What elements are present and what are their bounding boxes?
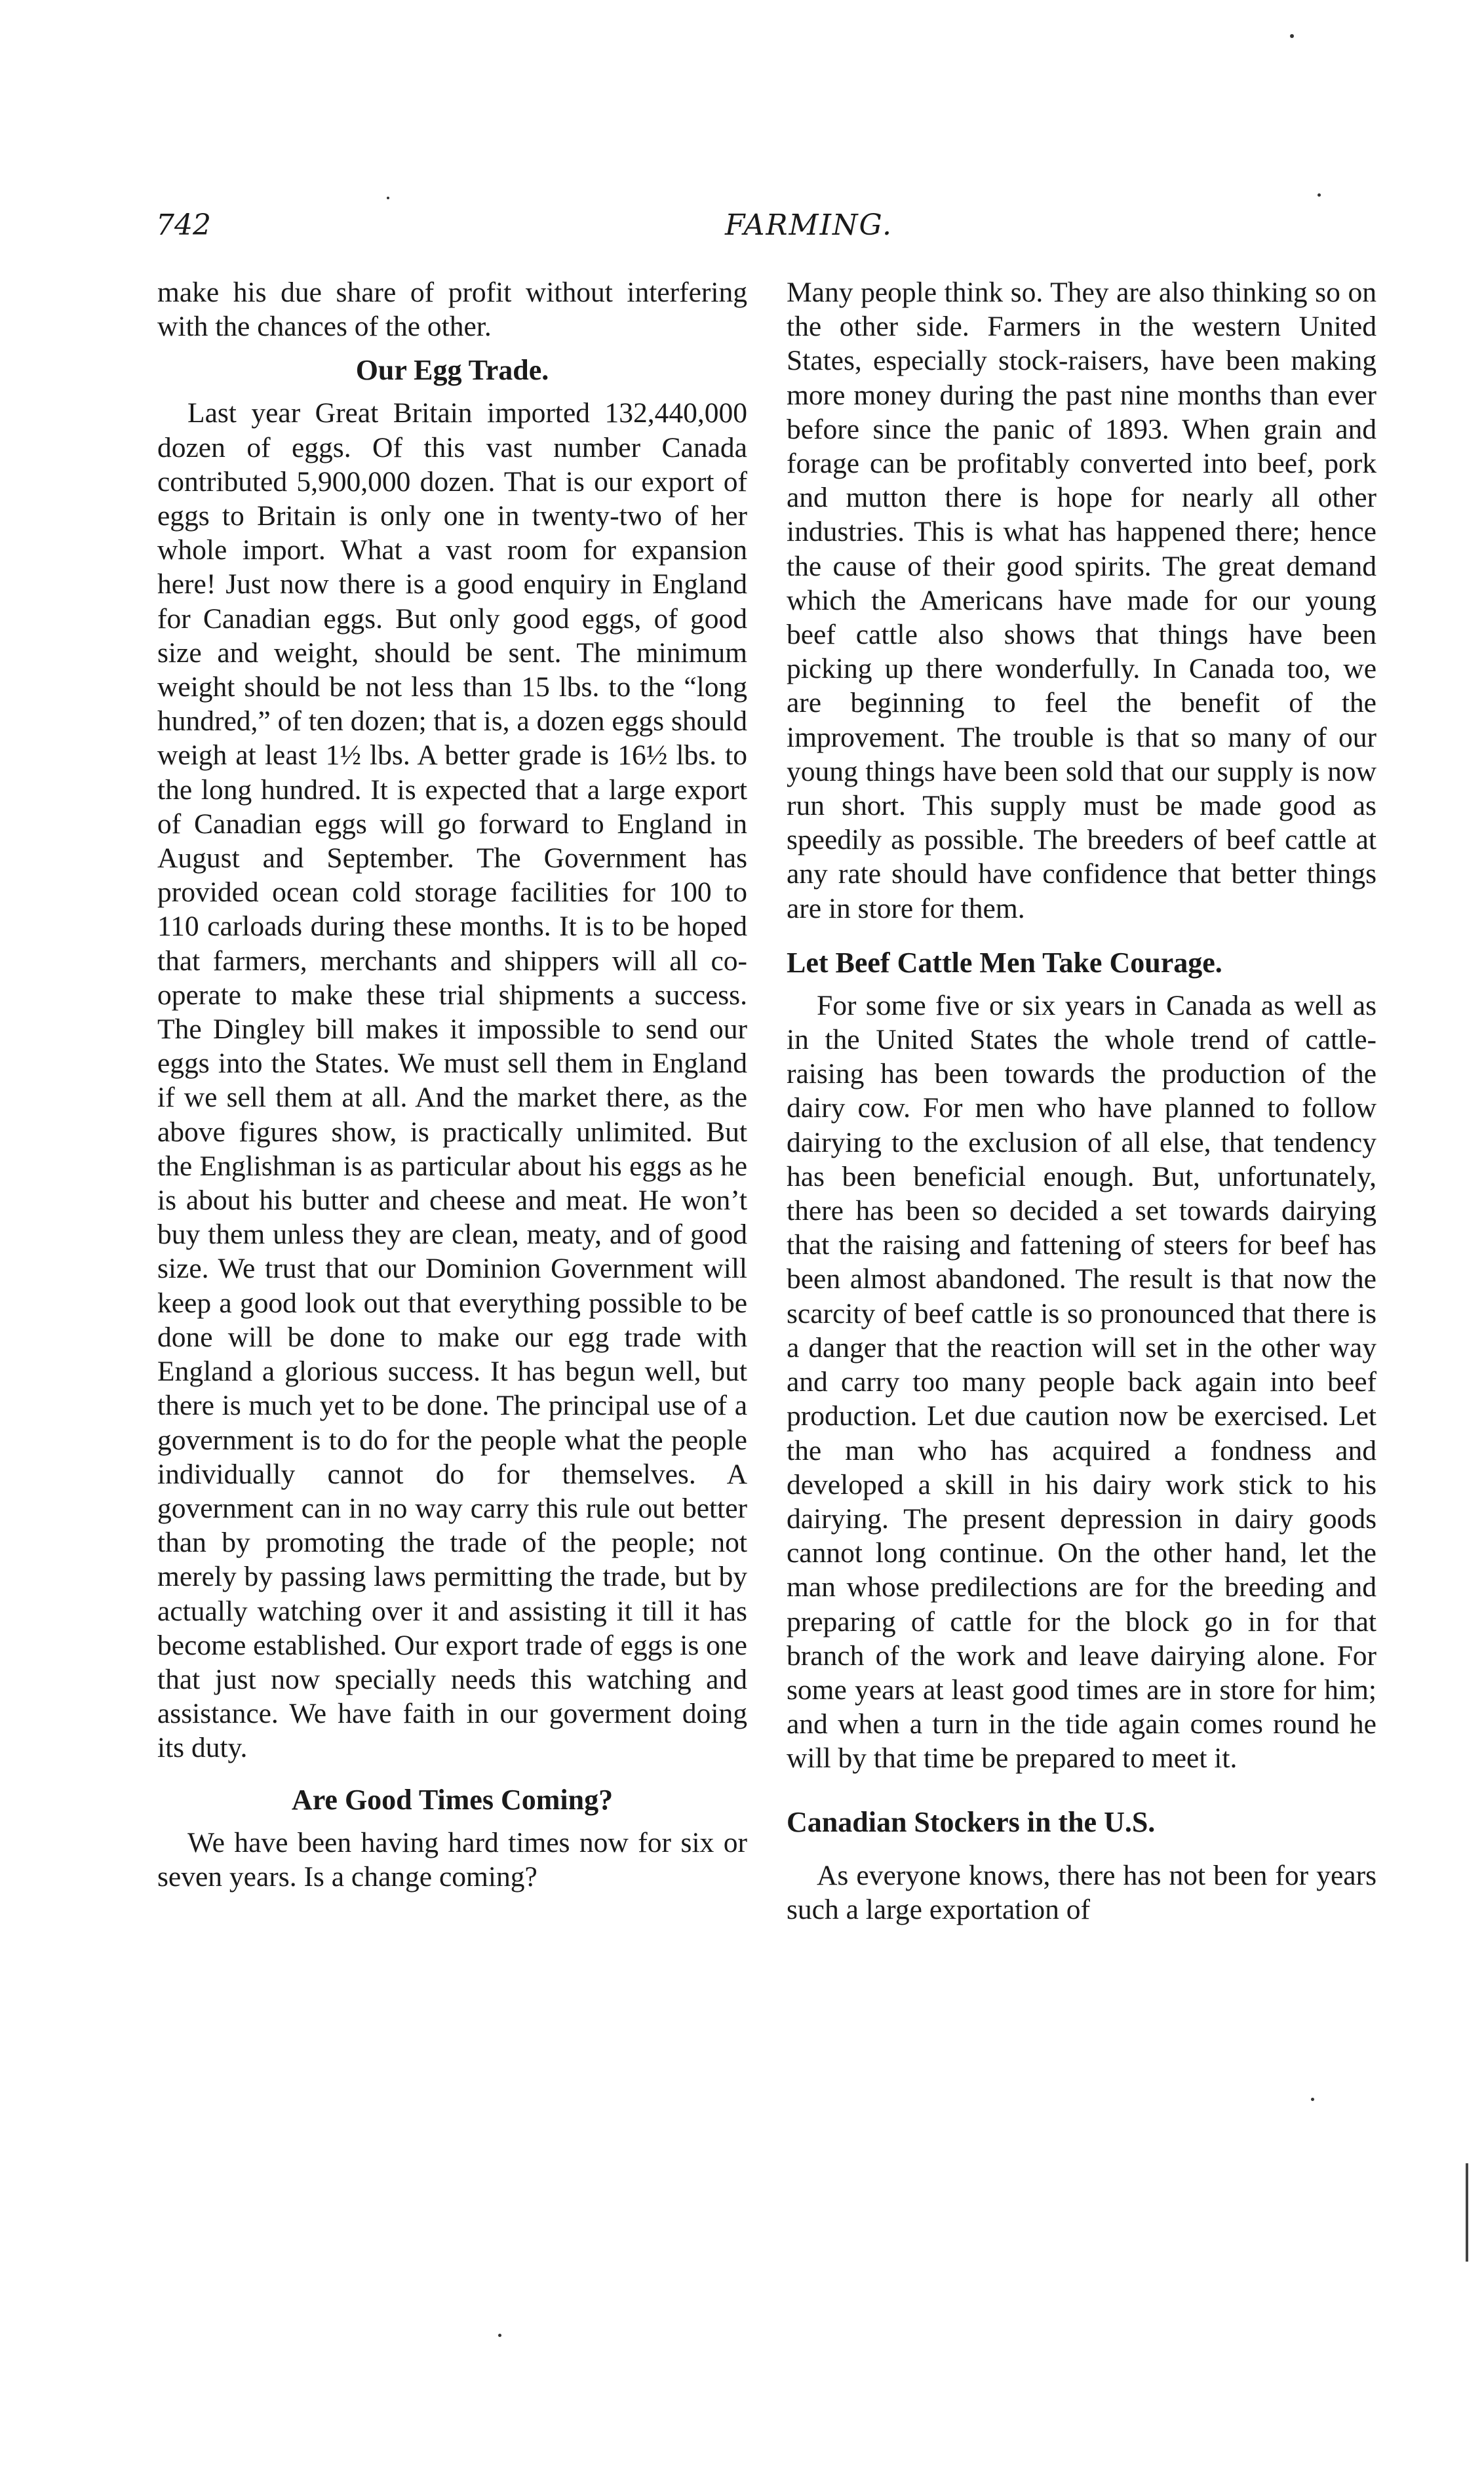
- running-head: [156, 208, 1383, 248]
- beef-cattle-heading: Let Beef Cattle Men Take Courage.: [787, 946, 1222, 979]
- egg-trade-heading: Our Egg Trade.: [355, 354, 549, 387]
- beef-cattle-paragraph: For some five or six years in Canada as well as in the United States the whole trend of cattle-raising has been towards the production of the dairy cow. For men who have planned to follow dairying to the exclusion of all else, that tendency has been beneficial enough. But, unfortunately, there has been so decided a set towards dairying that the raising and fattening of steers for beef has been almost abandoned. The result is that now the scarcity of beef cattle is so pronounced that there is a danger that the reaction will set in the other way and carry too many people back again into beef production. Let due caution now be exercised. Let the man who has acquired a fondness and developed a skill in his dairy work stick to his dairying. The present depression in dairy goods cannot long continue. On the other hand, let the man whose predilections are for the breeding and preparing of cattle for the block go in for that branch of the work and leave dairying alone. For some years at least good times are in store for him; and when a turn in the tide again comes round he will by that time be prepared to meet it.: [787, 989, 1377, 1775]
- good-times-paragraph: We have been having hard times now for six or seven years. Is a change coming?: [157, 1826, 747, 1893]
- left-column: [157, 275, 747, 1894]
- print-speck: [1311, 2098, 1314, 2101]
- egg-trade-paragraph: Last year Great Britain imported 132,440,000 dozen of eggs. Of this vast number Canada contributed 5,900,000 dozen. That is our export of eggs to Britain is only one in twenty-two of her whole import. What a vast room for expansion here! Just now there is a good enquiry in England for Canadian eggs. But only good eggs, of good size and weight, should be sent. The minimum weight should be not less than 15 lbs. to the “long hundred,” of ten dozen; that is, a dozen eggs should weigh at least 1½ lbs. A better grade is 16½ lbs. to the long hundred. It is expected that a large export of Canadian eggs will go forward to England in August and September. The Government has provided ocean cold storage facilities for 100 to 110 carloads during these months. It is to be hoped that farmers, merchants and shippers will all co-operate to make these trial shipments a success. The Dingley bill makes it impossible to send our eggs into the States. We must sell them in England if we sell them at all. And the market there, as the above figures show, is practically unlimited. But the Englishman is as particular about his eggs as he is about his butter and cheese and meat. He won’t buy them unless they are clean, meaty, and of good size. We trust that our Dominion Government will keep a good look out that everything possible to be done will be done to make our egg trade with England a glorious success. It has begun well, but there is much yet to be done. The principal use of a government is to do for the people what the people individually cannot do for themselves. A government can in no way carry this rule out better than by promoting the trade of the people; not merely by passing laws permitting the trade, but by actually watching over it and assisting it till it has become established. Our export trade of eggs is one that just now specially needs this watching and assistance. We have faith in our goverment doing its duty.: [157, 397, 747, 1764]
- good-times-continued-paragraph: Many people think so. They are also thinking so on the other side. Farmers in the western United States, especially stock-raisers, have been making more money during the past nine months than ever before since the panic of 1893. When grain and forage can be profitably converted into beef, pork and mutton there is hope for nearly all other industries. This is what has happened there; hence the cause of their good spirits. The great demand which the Americans have made for our young beef cattle also shows that things have been picking up there wonderfully. In Canada too, we are beginning to feel the benefit of the improvement. The trouble is that so many of our young things have been sold that our supply is now run short. This supply must be made good as speedily as possible. The breeders of beef cattle at any rate should have confidence that better things are in store for them.: [787, 277, 1377, 924]
- print-speck: [1318, 193, 1321, 197]
- margin-mark: [1466, 2163, 1468, 2262]
- continued-paragraph: make his due share of profit without interfering with the chances of the other.: [157, 277, 747, 343]
- print-speck: [498, 2334, 501, 2337]
- print-speck: [387, 197, 389, 199]
- stockers-heading: Canadian Stockers in the U.S.: [787, 1805, 1156, 1838]
- good-times-heading: Are Good Times Coming?: [291, 1783, 614, 1816]
- right-column: [787, 275, 1377, 1927]
- print-speck: [1290, 34, 1294, 38]
- journal-title: FARMING.: [724, 208, 893, 242]
- page-number: 742: [156, 208, 211, 242]
- stockers-paragraph: As everyone knows, there has not been for years such a large exportation of: [787, 1859, 1377, 1925]
